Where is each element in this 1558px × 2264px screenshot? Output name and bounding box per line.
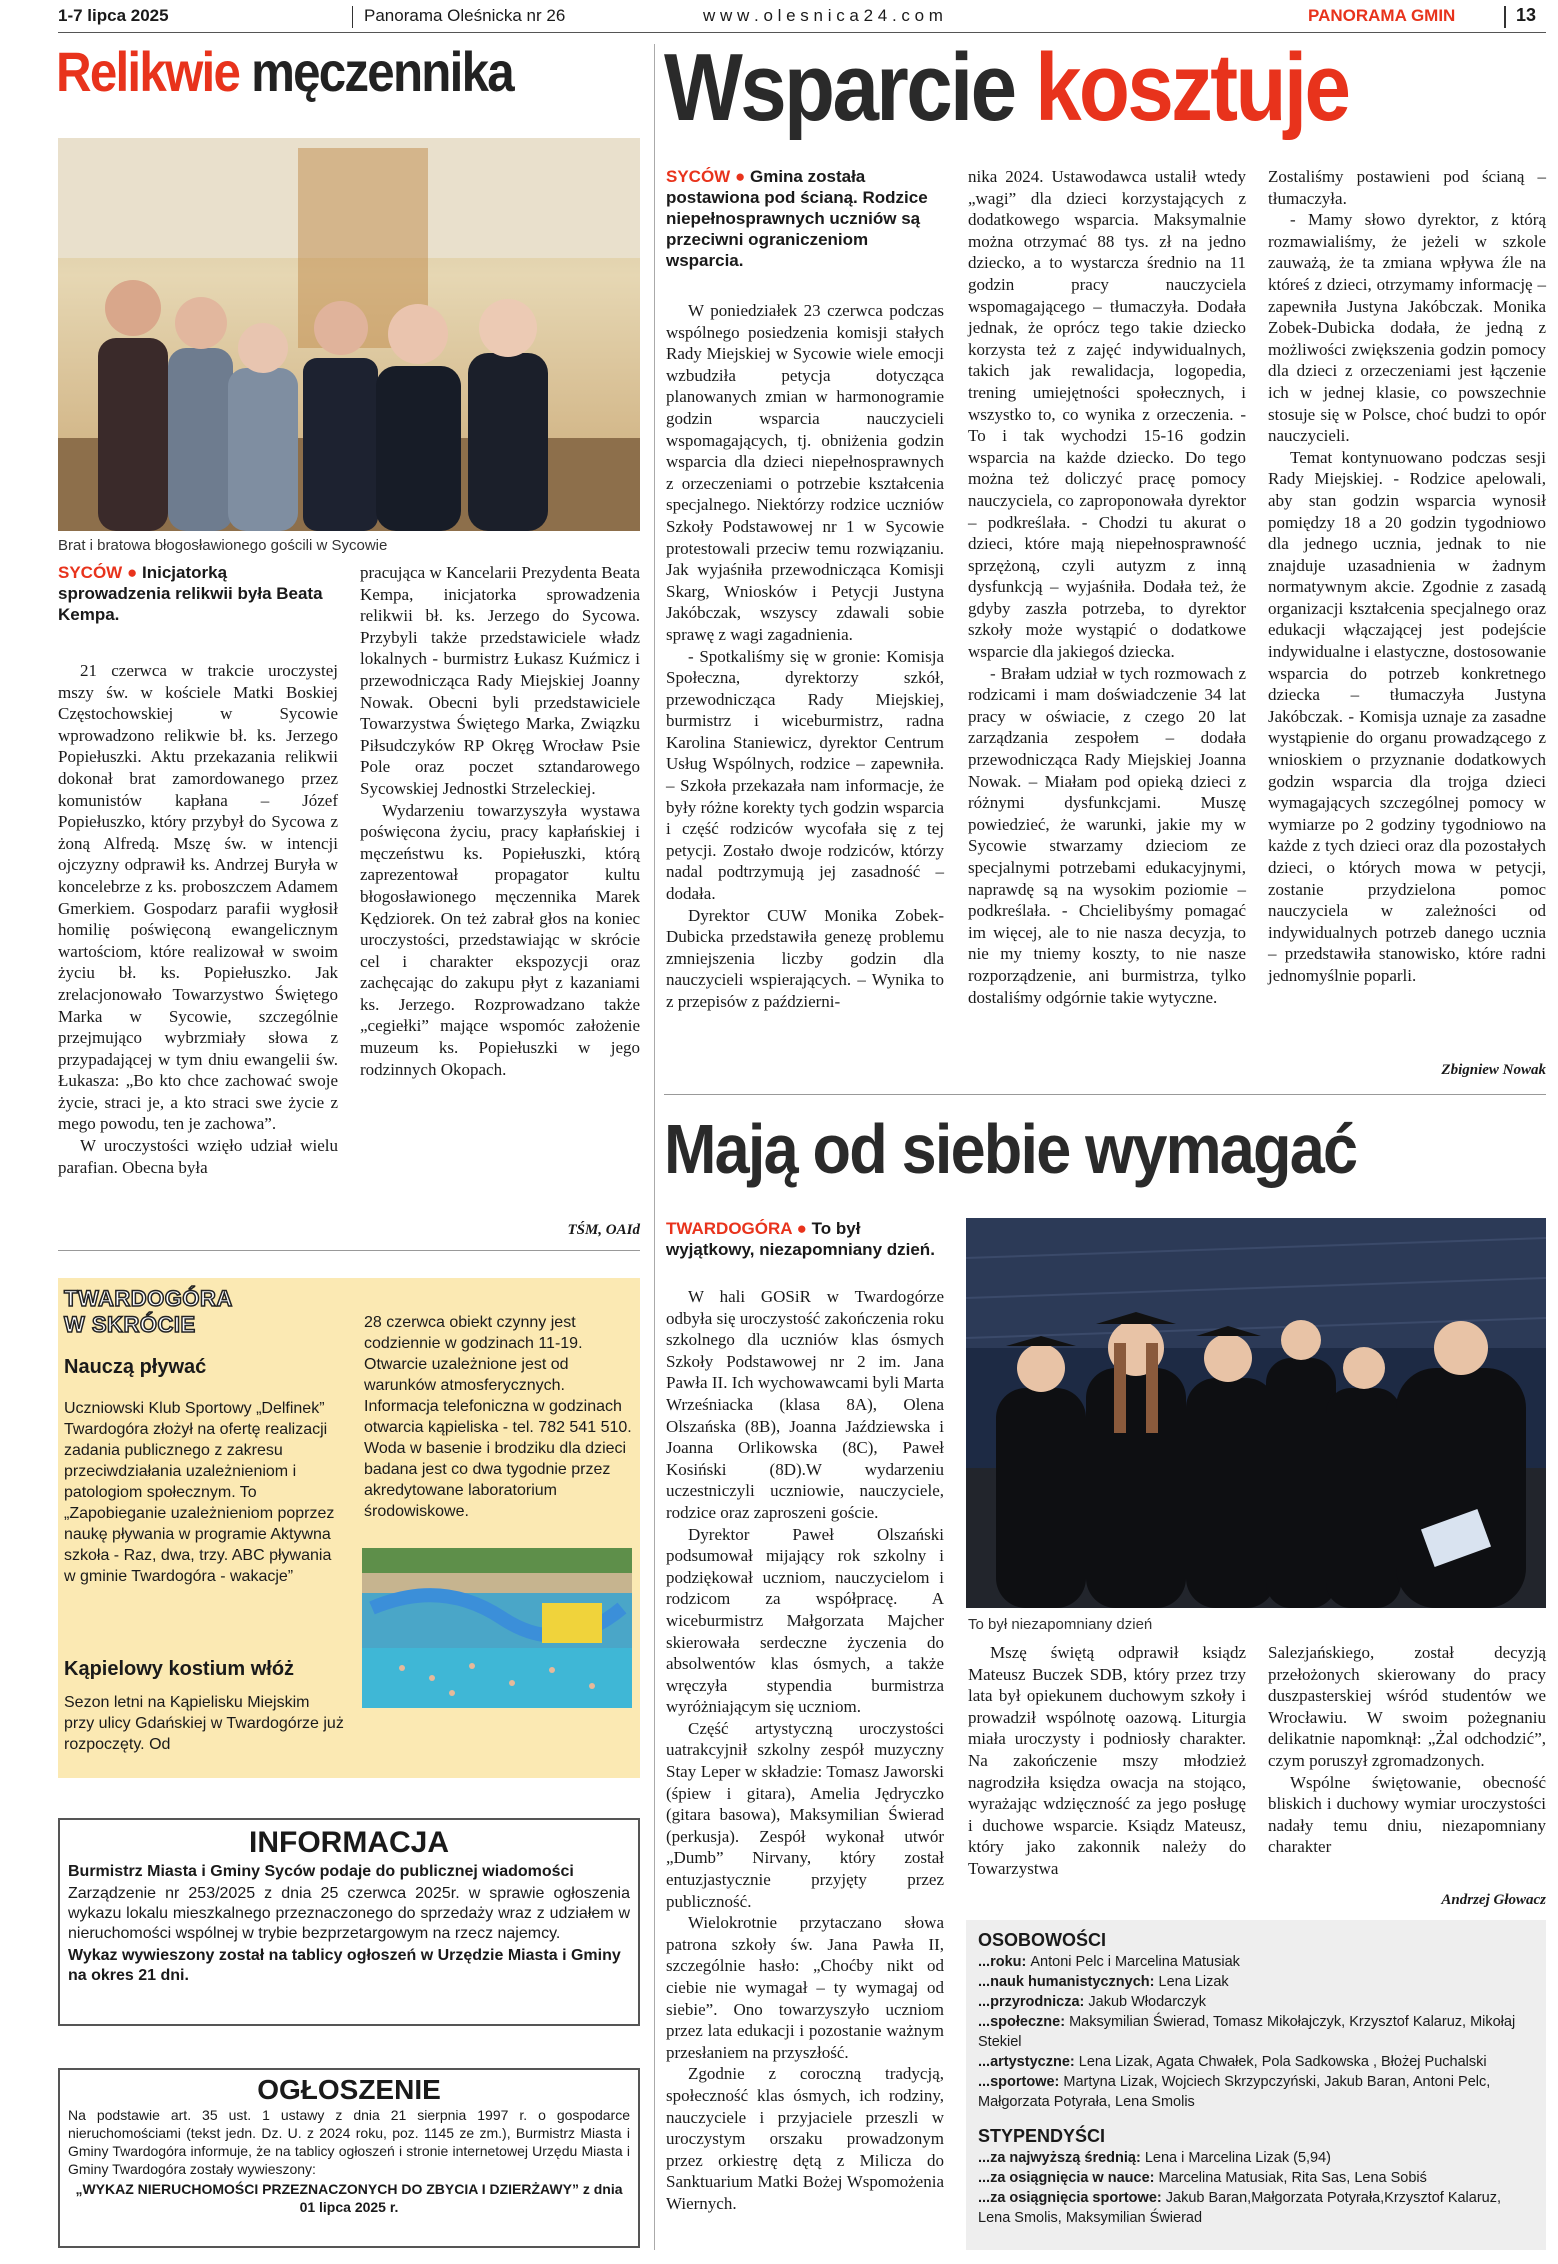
issue-date: 1-7 lipca 2025 [58,6,169,25]
short-text-pool-1: Sezon letni na Kąpielisku Miejskim przy ulicy Gdańskiej w Twardogórze już rozpoczęty. Od [64,1694,344,1753]
article-relikwie-lead: SYCÓW ● Inicjatorką sprowadzenia relikwii była Beata Kempa. [58,563,323,624]
article-wsparcie-col2: nika 2024. Ustawodawca ustalił wtedy „wagi” dla dzieci korzystających z dodatkowego wsparcia. Maksymalnie można otrzymać 88 tys. zł na jedno dziecko, a to wystarcza średnio na 11 godzin pracy nauczyciela wspomagającego – tłumaczyła. Dodała jednak, że oprócz tego takie dziecko korzysta też z zajęć indywidualnych, takich jak rewalidacja, logopedia, trening umiejętności społecznych, i wszystko to, co wynika z orzeczenia. - To i tak wychodzi 15-16 godzin wsparcia na każde dziecko. Do tego można też doliczyć pracę pomocy nauczyciela, co zaproponowała dyrektor – podkreślała. - Chodzi tu akurat o dzieci, które mają niepełnosprawność sprzężoną, czyli autyzm z inną dysfunkcją – wyjaśniła. Dodała też, że gdyby zaszła potrzeba, to dyrektor szkoły może wystąpić o dodatkowe wsparcie dla jakiegoś dziecka. - Brałam udział w tych rozmowach z rodzicami i mam doświadczenie 34 lat pracy w oświacie, z czego 20 lat zarządzania zespołem – dodała przewodnicząca Rady Miejskiej Joanna Nowak. – Miałam pod opieką dzieci z różnymi dysfunkcjami. Muszę powiedzieć, że warunki, jakie my w Sycowie stwarzamy dzieciom ze specjalnymi potrzebami edukacyjnymi, naprawdę są na wysokim poziomie – podkreślała. - Chcielibyśmy pomagać im więcej, ale to nie nasza decyzja, to nie my tniemy koszty, to nie nasze rozporządzenie, ani burmistrza, tylko dostaliśmy odgórnie takie wytyczne. [968,167,1246,1007]
signature-wsparcie: Zbigniew Nowak [1441,1062,1546,1078]
award-entry: ...społeczne: Maksymilian Świerad, Tomasz Mikołajczyk, Krzysztof Kalaruz, Mikołaj Stekiel [978,2014,1516,2050]
section-name: PANORAMA GMIN [1308,6,1456,25]
short-text-swim: Uczniowski Klub Sportowy „Delfinek” Twardogóra złożył na ofertę realizacji zadania publicznego z zakresu przeciwdziałania uzależnieniom i patologiom społecznym. To „Zapobieganie uzależnieniom poprzez naukę pływania w programie Aktywna szkoła - Raz, dwa, trzy. ABC pływania w gminie Twardogóra - wakacje” [64,1400,335,1585]
award-entry: ...przyrodnicza: Jakub Włodarczyk [978,1994,1207,2010]
article-wymagac-title: Mają od siebie wymagać [664,1110,1357,1188]
short-heading-swim: Nauczą pływać [64,1356,207,1378]
signature-relikwie: TŚM, OAId [567,1222,640,1238]
article-wsparcie-lead: SYCÓW ● Gmina została postawiona pod ścianą. Rodzice niepełnosprawnych uczniów są przeciwni ograniczeniom wsparcia. [666,167,928,270]
page-header [0,0,1558,36]
article-relikwie-col1: 21 czerwca w trakcie uroczystej mszy św. w kościele Matki Boskiej Częstochowskiej w Sycowie wprowadzono relikwie bł. ks. Jerzego Popiełuszki. Aktu przekazania relikwii dokonał brat zamordowanego przez komunistów kapłana – Józef Popiełuszko, który przybył do Sycowa z żoną Alfredą. Mszę św. w intencji ojczyzny odprawił ks. Andrzej Buryła w koncelebrze z ks. proboszczem Adamem Gmerkiem. Gospodarz parafii wygłosił homilię poświęconą ewangelicznym wartościom, które realizował w swoim życiu bł. ks. Popiełuszko. Jak zrelacjonowało Towarzystwo Świętego Marka w Sycowie, szczególnie przejmująco wybrzmiały słowa z przypadającej w tym dniu ewangelii św. Łukasza: „Bo kto chce zachować swoje życie, straci je, a kto straci swe życie z mego powodu, ten je zachowa”. W uroczystości wzięło udział wielu parafian. Obecna była [58,661,338,1177]
article-wsparcie-col3: Zostaliśmy postawieni pod ścianą – tłumaczyła. - Mamy słowo dyrektor, z którą rozmawialiśmy, że jeżeli w szkole zauważą, że ta zmiana wpływa źle na któreś z dzieci, otrzymamy informację – zapewniła Justyna Jakóbczak. Monika Zobek-Dubicka dodała, że jedną z możliwości zwiększenia godzin pomocy dla dzieci z orzeczeniami jest łączenie ich w jednej klasie, co powszechnie stosuje się w Polsce, choć budzi to opór nauczycieli. Temat kontynuowano podczas sesji Rady Miejskiej. - Rodzice apelowali, aby stan godzin wsparcia wynosił pomiędzy 18 a 20 godzin tygodniowo dla jednego ucznia, jednak to nie znajduje uzasadnienia w żadnym normatywnym akcie. Zgodnie z zasadą organizacji kształcenia specjalnego oraz edukacji włączającej jest podejście indywidualne i elastyczne, dostosowanie wsparcia do potrzeb konkretnego dziecka – tłumaczyła Justyna Jakóbczak. - Komisja uznaje za zasadne wystąpienie do organu prowadzącego z wnioskiem o przyznanie dodatkowych godzin wsparcia dla trojga dzieci wymagających szczególnej pomocy w wymiarze po 2 godziny tygodniowo na każde z tych dzieci oraz dla pozostałych dzieci, o których mowa w petycji, zostanie przydzielona pomoc nauczyciela w zależności od indywidualnych potrzeb danego ucznia – przedstawiła stanowisko, które radni jednomyślnie poparli. [1268,167,1546,985]
short-news-tag: TWARDOGÓRA W SKRÓCIE [64,1286,233,1337]
information-title: INFORMACJA [249,1826,449,1859]
award-entry: ...za najwyższą średnią: Lena i Marcelina Lizak (5,94) [978,2150,1332,2166]
photo-caption-graduates: To był niezapomniany dzień [968,1616,1153,1633]
article-wsparcie-title: Wsparcie kosztuje [664,34,1349,141]
award-entry: ...roku: Antoni Pelc i Marcelina Matusiak [978,1954,1240,1970]
article-relikwie-col2: pracująca w Kancelarii Prezydenta Beata Kempa, inicjatorka sprowadzenia relikwii bł. ks. Jerzego do Sycowa. Przybyli także przedstawiciele władz lokalnych - burmistrz Łukasz Kuźmicz i przewodnicząca Rady Miejskiej Joanny Nowak. Obecni byli przedstawiciele Towarzystwa Świętego Marka, Związku Piłsudczyków RP Okręg Wrocław Psie Pole oraz poczet sztandarowego Sycowskiej Jednostki Strzeleckiej. Wydarzeniu towarzyszyła wystawa poświęcona życiu, pracy kapłańskiej i męczeństwu ks. Popiełuszki, którą zaprezentował propagator kultu błogosławionego męczennika Marek Kędziorek. On też zabrał głos na koniec uroczystości, przedstawiając w skrócie cel i charakter ekspozycji oraz zachęcając do zakupu płyt z kazaniami ks. Jerzego. Rozprowadzano także „cegiełki” mające wspomóc założenie muzeum ks. Popiełuszki w jego rodzinnych Okopach. [360,563,640,1079]
photo-graduates [966,1218,1546,1608]
page-number: 13 [1516,5,1537,25]
award-entry: ...za osiągnięcia w nauce: Marcelina Matusiak, Rita Sas, Lena Sobiś [978,2170,1427,2186]
awards-heading-scholarships: STYPENDYŚCI [978,2126,1106,2146]
signature-wymagac: Andrzej Głowacz [1441,1892,1546,1908]
information-notice [58,1818,640,2026]
announcement-bold: „WYKAZ NIERUCHOMOŚCI PRZEZNACZONYCH DO ZBYCIA I DZIERŻAWY” z dnia 01 lipca 2025 r. [75,2181,623,2215]
information-bold-1: Burmistrz Miasta i Gminy Syców podaje do publicznej wiadomości [68,1863,574,1880]
article-wymagac-lead: TWARDOGÓRA ● To był wyjątkowy, niezapomniany dzień. [666,1219,935,1259]
information-bold-2: Wykaz wywieszony został na tablicy ogłoszeń w Urzędzie Miasta i Gminy na okres 21 dni. [68,1947,621,1984]
photo-relic-guests [58,138,640,531]
announcement-notice [58,2068,640,2248]
photo-caption-relic: Brat i bratowa błogosławionego gościli w Sycowie [58,537,388,554]
award-entry: ...artystyczne: Lena Lizak, Agata Chwałek, Pola Sadkowska , Błożej Puchalski [978,2054,1487,2070]
award-entry: ...sportowe: Martyna Lizak, Wojciech Skrzypczyński, Jakub Baran, Antoni Pelc, Małgorzata Potyrała, Lena Smolis [978,2074,1491,2110]
award-entry: ...za osiągnięcia sportowe: Jakub Baran,Małgorzata Potyrała,Krzysztof Kalaruz, Lena Smolis, Maksymilian Świerad [978,2190,1502,2226]
announcement-title: OGŁOSZENIE [257,2074,441,2105]
article-wymagac-col1: W hali GOSiR w Twardogórze odbyła się uroczystość zakończenia roku szkolnego dla uczniów klas ósmych Szkoły Podstawowej nr 2 im. Jana Pawła II. Ich wychowawcami byli Marta Wrześniacka (klasa 8A), Olena Olszańska (8B), Joanna Jaździewska i Joanna Orlikowska (8C), Paweł Kosiński (8D).W wydarzeniu uczestniczyli uczniowie, nauczyciele, rodzice oraz zaproszeni goście. Dyrektor Paweł Olszański podsumował mijający rok szkolny i podziękował uczniom, nauczycielom i rodzicom za współpracę. A wiceburmistrz Małgorzata Majcher skierowała serdeczne życzenia do absolwentów klas ósmych, a także wręczyła stypendia burmistrza wyróżniającym się uczniom. Część artystyczną uroczystości uatrakcyjnił szkolny zespół muzyczny Stay Leper w składzie: Tomasz Jaworski (śpiew i gitara), Amelia Jędryczko (gitara basowa), Maksymilian Świerad (perkusja). Zespół wykonał utwór „Dumb” Nirvany, który został entuzjastycznie przyjęty przez publiczność. Wielokrotnie przytaczano słowa patrona szkoły św. Jana Pawła II, szczególnie hasło: „Choćby nikt od ciebie nie wymagał – ty wymagaj od siebie”. Ono towarzyszyło uczniom przez lata edukacji i pozostanie ważnym przesłaniem na przyszłość. Zgodnie z coroczną tradycją, społeczność klas ósmych, ich rodziny, nauczyciele i przyjaciele przeszli w uroczystym orszaku prowadzonym przez orkiestrę dętą z Milicza do Sanktuarium Matki Bożej Wspomożenia Wiernych. [666,1287,944,2213]
photo-swimming-pool [362,1548,632,1708]
awards-list-scholarships [978,2148,1534,2228]
award-entry: ...nauk humanistycznych: Lena Lizak [978,1974,1229,1990]
article-wymagac-col3: Salezjańskiego, został decyzją przełożonych skierowany do pracy duszpasterskiej wśród studentów we Wrocławiu. W swoim pożegnaniu delikatnie napomknął: „Żal odchodzić”, czym poruszył zgromadzonych. Wspólne świętowanie, obecność bliskich i duchowy wymiar uroczystości nadały temu dniu, niezapomniany charakter [1268,1643,1546,1857]
issue-number: Panorama Oleśnicka nr 26 [364,6,566,25]
short-heading-pool: Kąpielowy kostium włóż [64,1658,295,1680]
short-text-pool-2: 28 czerwca obiekt czynny jest codziennie w godzinach 11-19. Otwarcie uzależnione jest od warunków atmosferycznych. Informacja telefoniczna w godzinach otwarcia kąpieliska - tel. 782 541 510. Woda w basenie i brodziku dla dzieci badana jest co dwa tygodnie przez akredytowane laboratorium środowiskowe. [364,1314,632,1520]
announcement-text: Na podstawie art. 35 ust. 1 ustawy z dnia 21 sierpnia 1997 r. o gospodarce nieruchomościami (tekst jedn. Dz. U. z 2024 roku, poz. 1145 ze zm.), Burmistrz Miasta i Gminy Twardogóra informuje, że na tablicy ogłoszeń i stronie internetowej Urzędu Miasta i Gminy Twardogóra zostały wywieszony: [68,2107,630,2177]
article-wymagac-col2: Mszę świętą odprawił ksiądz Mateusz Buczek SDB, który przez trzy lata był opiekunem duchowym szkoły i prowadził wspólnotę oazową. Liturgia miała uroczysty i podniosły charakter. Na zakończenie mszy młodzież nagrodziła księdza owacja na stojąco, wyrażając wdzięczność za jego posługę i duchowe wsparcie. Ksiądz Mateusz, który jako zakonnik należy do Towarzystwa [968,1643,1246,1878]
awards-heading-personalities: OSOBOWOŚCI [978,1930,1107,1950]
awards-box [966,1920,1546,2250]
information-text: Zarządzenie nr 253/2025 z dnia 25 czerwca 2025r. w sprawie ogłoszenia wykazu lokalu mieszkalnego przeznaczonego do sprzedaży wraz z udziałem w nieruchomości wspólnej w trybie bezprzetargowym na rzecz najemcy. [68,1885,630,1942]
site-url[interactable]: w w w . o l e s n i c a 2 4 . c o m [703,6,943,25]
short-news-box [58,1278,640,1778]
article-relikwie-title: Relikwie męczennika [56,40,513,103]
article-wsparcie-col1: W poniedziałek 23 czerwca podczas wspólnego posiedzenia komisji stałych Rady Miejskiej w Sycowie wiele emocji wzbudziła petycja dotycząca planowanych zmian w harmonogramie godzin wsparcia nauczycieli wspomagających, tj. obniżenia godzin wsparcia dla dzieci niepełnosprawnych z orzeczeniami o potrzebie kształcenia specjalnego. Niektórzy rodzice uczniów Szkoły Podstawowej nr 1 w Sycowie protestowali przeciw temu rozwiązaniu. Jak wyjaśniła przewodnicząca Komisji Skarg, Wniosków i Petycji Justyna Jakóbczak, wszyscy zdawali sobie sprawę z wagi zagadnienia. - Spotkaliśmy się w gronie: Komisja Społeczna, dyrektorzy szkół, przewodnicząca Rady Miejskiej, burmistrz i wiceburmistrz, radna Karolina Staniewicz, dyrektor Centrum Usług Wspólnych, rodzice – zapewniła. – Szkoła przekazała nam informacje, że były różne korekty tych godzin wsparcia i część rodziców wycofała się z tej petycji. Zostało dwoje rodziców, którzy nadal podtrzymują jej zasadność – dodała. Dyrektor CUW Monika Zobek-Dubicka przedstawiła genezę problemu zmniejszenia liczby godzin dla nauczycieli wspierających. – Wynika to z przepisów z październi- [666,301,944,1011]
awards-list-personalities [978,1952,1534,2112]
